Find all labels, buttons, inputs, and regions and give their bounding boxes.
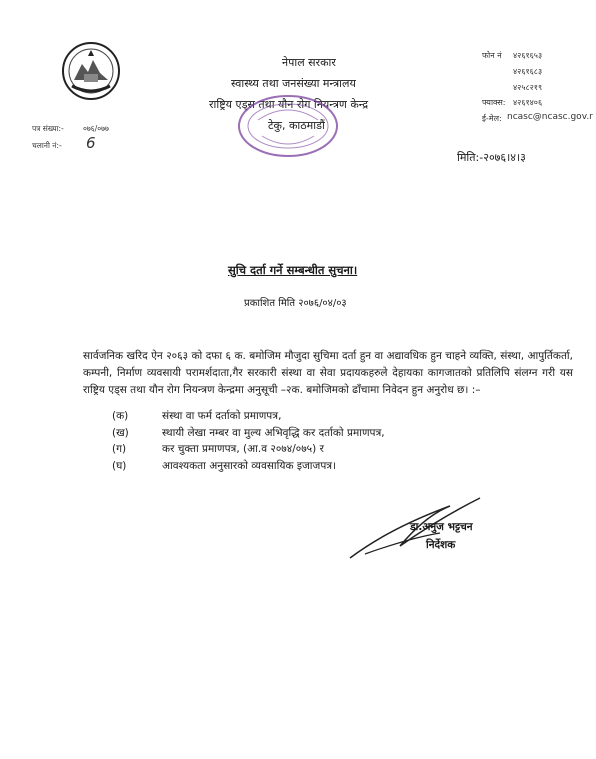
phone-label: फोन नं [482, 51, 502, 60]
required-documents-list [112, 408, 385, 474]
government-name: नेपाल सरकार [282, 56, 336, 69]
notice-body: सार्वजनिक खरिद ऐन २०६३ को दफा ६ क. बमोजिम मौजुदा सुचिमा दर्ता हुन वा अद्यावधिक हुन चाहने व्यक्ति, संस्था, आपुर्तिकर्ता, कम्पनी, निर्माण व्यवसायी परामर्शदाता,गैर सरकारी संस्था वा सेवा प्रदायकहरुले देहायका कागजातको प्रतिलिपि संलग्न गरी यस राष्ट्रिय एड्स तथा यौन रोग नियन्त्रण केन्द्रमा अनुसूची –२क. बमोजिमको ढाँचामा निवेदन हुन अनुरोध छ। :– [83, 350, 573, 396]
list-item [112, 441, 385, 458]
dispatch-number-label: चलानी नं:- [32, 141, 62, 150]
office-stamp-icon [236, 92, 340, 160]
center-name: राष्ट्रिय एड्स तथा यौन रोग नियन्त्रण केन्द्र [209, 98, 369, 111]
phone-number-3: ४२५८२१९ [513, 83, 543, 92]
list-item [112, 425, 385, 442]
email-address: ncasc@ncasc.gov.r [507, 112, 593, 122]
phone-number-2: ४२६१६८३ [513, 67, 543, 76]
email-label: ई-मेल: [482, 114, 502, 123]
nepal-emblem-icon [60, 40, 122, 102]
list-text: संस्था वा फर्म दर्ताको प्रमाणपत्र, [162, 410, 282, 422]
fax-number: ४२६१४०६ [513, 98, 543, 107]
dispatch-number-value: 6 [86, 134, 96, 152]
signatory-title: निर्देशक [426, 539, 456, 551]
list-marker: (क) [112, 410, 129, 422]
ministry-name: स्वास्थ्य तथा जनसंख्या मन्त्रालय [231, 77, 356, 90]
notice-title: सुचि दर्ता गर्ने सम्बन्धीत सुचना। [228, 263, 358, 277]
list-text: कर चुक्ता प्रमाणपत्र, (आ.व २०७४/०७५) र [162, 443, 324, 455]
list-item [112, 458, 385, 475]
signatory-name: डा.अनुज भट्टचन [410, 521, 473, 533]
center-location: टेकु, काठमाडौं [268, 119, 325, 132]
letter-number-value: ०७६/०७७ [83, 124, 109, 133]
list-text: स्थायी लेखा नम्बर वा मुल्य अभिवृद्धि कर दर्ताको प्रमाणपत्र, [162, 426, 385, 439]
letter-number-label: पत्र संख्या:- [32, 124, 64, 133]
phone-number-1: ४२६१६५३ [513, 51, 543, 60]
fax-label: फ्याक्स: [482, 98, 506, 107]
list-text: आवश्यकता अनुसारको व्यवसायिक इजाजपत्र। [162, 459, 337, 472]
letter-date: मिति:-२०७६।४।३ [457, 151, 526, 164]
list-item [112, 408, 385, 425]
list-marker: (घ) [112, 459, 127, 472]
list-marker: (ग) [112, 443, 127, 455]
list-marker: (ख) [112, 426, 129, 439]
published-date: प्रकाशित मिति २०७६/०४/०३ [244, 298, 347, 309]
